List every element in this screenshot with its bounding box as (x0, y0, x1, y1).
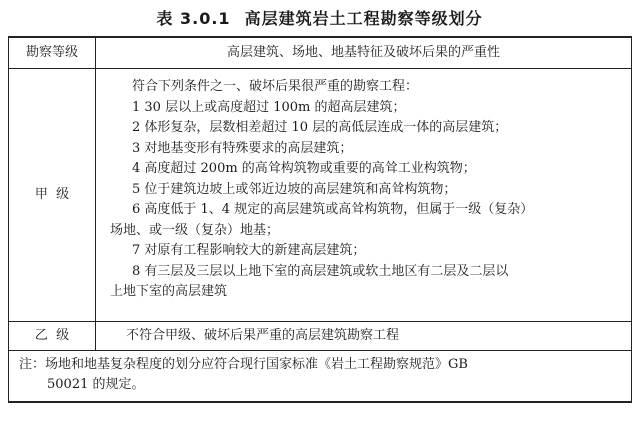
table-title (0, 6, 639, 29)
grade-a-label (9, 69, 96, 322)
grade-a-item-continued: 上地下室的高层建筑 (110, 284, 228, 299)
note-line-2: 50021 的规定。 (47, 377, 145, 392)
grade-a-item: 6 高度低于 1、4 规定的高层建筑或高耸构筑物，但属于一级（复杂） (132, 202, 534, 217)
header-level: 勘察等级 (9, 37, 96, 69)
grade-b-description: 不符合甲级、破坏后果严重的高层建筑勘察工程 (96, 322, 632, 351)
grade-a-content (96, 69, 632, 322)
table-number: 表 3.0.1 (156, 9, 231, 28)
grade-a-item: 2 体形复杂，层数相差超过 10 层的高低层连成一体的高层建筑； (132, 120, 508, 135)
grade-a-intro: 符合下列条件之一、破坏后果很严重的勘察工程： (132, 79, 419, 94)
table-header-row (9, 37, 632, 69)
grade-a-item-continued: 场地、或一级（复杂）地基； (110, 222, 280, 238)
table-row-grade-b (9, 322, 632, 351)
grade-a-item: 8 有三层及三层以上地下室的高层建筑或软土地区有二层及二层以 (132, 263, 509, 279)
note-line-1: 注：场地和地基复杂程度的划分应符合现行国家标准《岩土工程勘察规范》GB (19, 357, 468, 372)
table-row-grade-a (9, 69, 632, 322)
grade-a-item: 3 对地基变形有特殊要求的高层建筑； (132, 140, 353, 156)
grade-a-level-text: 甲 级 (34, 186, 70, 202)
header-characteristics: 高层建筑、场地、地基特征及破坏后果的严重性 (96, 37, 632, 69)
survey-grade-table (8, 36, 632, 403)
grade-b-label (9, 322, 96, 351)
table-note-row (9, 351, 632, 403)
grade-a-item: 7 对原有工程影响较大的新建高层建筑； (132, 243, 366, 258)
table-note (9, 351, 632, 403)
table-caption: 高层建筑岩土工程勘察等级划分 (244, 9, 483, 28)
grade-a-item: 1 30 层以上或高度超过 100m 的超高层建筑； (132, 99, 406, 115)
grade-b-level-text: 乙 级 (34, 327, 70, 343)
grade-a-item: 4 高度超过 200m 的高耸构筑物或重要的高耸工业构筑物； (132, 161, 476, 176)
grade-a-item: 5 位于建筑边坡上或邻近边坡的高层建筑和高耸构筑物； (132, 181, 457, 197)
